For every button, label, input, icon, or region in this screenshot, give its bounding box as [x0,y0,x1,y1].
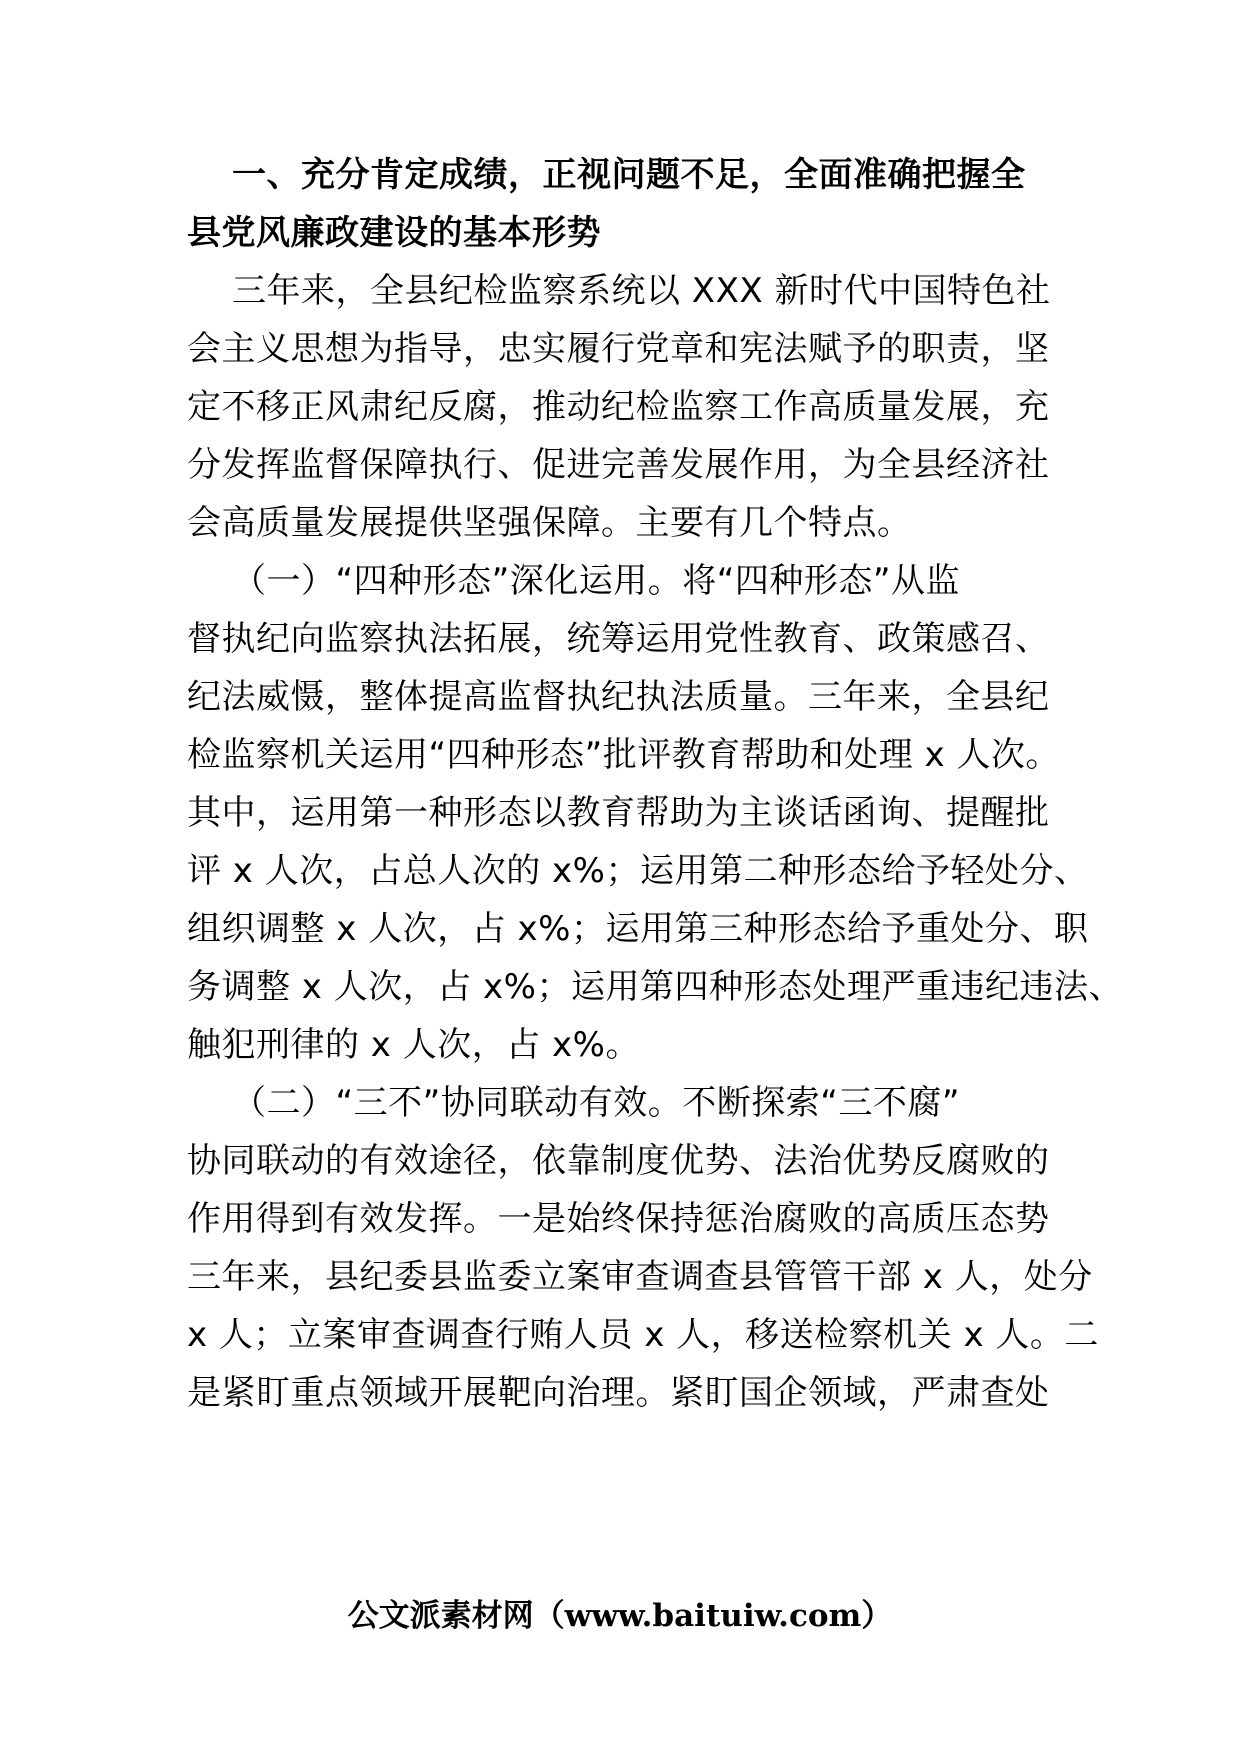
paragraph-line: 是紧盯重点领域开展靶向治理。紧盯国企领域，严肃查处 [187,1373,1050,1413]
section-heading-line-1: 一、充分肯定成绩，正视问题不足，全面准确把握全 [232,155,1026,195]
section-heading-line-2: 县党风廉政建设的基本形势 [187,213,601,253]
paragraph-line: 检监察机关运用“四种形态”批评教育帮助和处理 x 人次。 [187,735,1060,775]
paragraph-line: 纪法威慑，整体提高监督执纪执法质量。三年来，全县纪 [187,677,1050,717]
paragraph-line: 三年来，全县纪检监察系统以 XXX 新时代中国特色社 [232,271,1051,311]
paragraph-line: （二）“三不”协同联动有效。不断探索“三不腐” [232,1083,960,1123]
paragraph-line: 评 x 人次，占总人次的 x%；运用第二种形态给予轻处分、 [187,851,1089,891]
paragraph-line: 务调整 x 人次，占 x%；运用第四种形态处理严重违纪违法、 [187,967,1123,1007]
paragraph-line: 三年来，县纪委县监委立案审查调查县管管干部 x 人，处分 [187,1257,1093,1297]
paragraph-line: 其中，运用第一种形态以教育帮助为主谈话函询、提醒批 [187,793,1050,833]
paragraph-line: 作用得到有效发挥。一是始终保持惩治腐败的高质压态势 [187,1199,1050,1239]
paragraph-line: 触犯刑律的 x 人次，占 x%。 [187,1025,640,1065]
page-footer-source: 公文派素材网（www.baituiw.com） [347,1598,893,1634]
paragraph-line: 组织调整 x 人次，占 x%；运用第三种形态给予重处分、职 [187,909,1089,949]
paragraph-line: x 人；立案审查调查行贿人员 x 人，移送检察机关 x 人。二 [187,1315,1099,1355]
paragraph-line: 定不移正风肃纪反腐，推动纪检监察工作高质量发展，充 [187,387,1050,427]
paragraph-line: 分发挥监督保障执行、促进完善发展作用，为全县经济社 [187,445,1050,485]
paragraph-line: 督执纪向监察执法拓展，统筹运用党性教育、政策感召、 [187,619,1050,659]
paragraph-line: 协同联动的有效途径，依靠制度优势、法治优势反腐败的 [187,1141,1050,1181]
paragraph-line: （一）“四种形态”深化运用。将“四种形态”从监 [232,561,960,601]
paragraph-line: 会主义思想为指导，忠实履行党章和宪法赋予的职责，坚 [187,329,1050,369]
paragraph-line: 会高质量发展提供坚强保障。主要有几个特点。 [187,503,912,543]
